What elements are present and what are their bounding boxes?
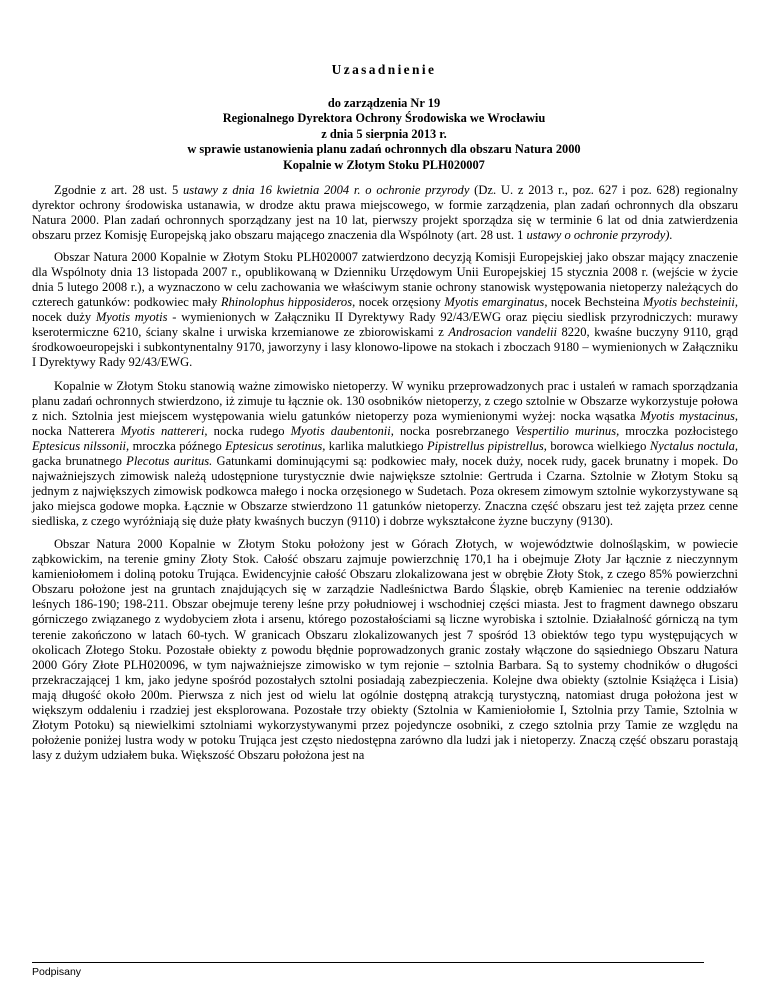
italic-run: Myotis mystacinus, [640, 408, 738, 423]
text-run: mroczka pozłocistego [619, 423, 738, 438]
text-run: , nocek Bechsteina [544, 294, 643, 309]
text-run: nocka Natterera [32, 423, 121, 438]
italic-run: Myotis myotis [95, 309, 168, 324]
subtitle-line: Regionalnego Dyrektora Ochrony Środowiska we Wrocławiu [222, 111, 546, 126]
text-run: karlika malutkiego [325, 438, 427, 453]
body-paragraph [32, 379, 738, 529]
subtitle-line: Kopalnie w Złotym Stoku PLH020007 [283, 157, 485, 172]
italic-run: Eptesicus serotinus, [225, 438, 326, 453]
document-body [32, 183, 738, 771]
body-paragraph [32, 537, 738, 763]
document-subtitle [0, 96, 768, 173]
text-run: , nocek orzęsiony [352, 294, 445, 309]
body-paragraph [32, 183, 738, 243]
text-run: nocka posrebrzanego [393, 423, 516, 438]
text-run: Obszar Natura 2000 Kopalnie w Złotym Stoku PLH020007 zatwierdzono decyzją Komisji Europejskiej jako obszar mający znaczenie dla Wspólnoty dnia 13 listopada 2007 r., opublikowaną w Dzienniku Urzędowym Unii Europejskiej 15 stycznia 2008 r. (wejście w życie dnia 5 lutego 2008 r.), a wyznaczono w celu zachowania we właściwym stanie ochrony stanowisk występowania nietoperzy należących do czterech gatunków: podkowiec mały [32, 249, 738, 309]
text-run: Gatunkami dominującymi są: podkowiec mały, nocek duży, nocek rudy, gacek brunatny i mopek. Do najważniejszych zimowisk należą udostępnione turystycznie dwie największe sztolnie: Gertruda i Czarna. Sztolnie w Złotym Stoku są jednym z największych zimowisk podkowca małego i nocka orzęsionego w Sudetach. Poza okresem zimowym sztolnie wykorzystywane są jako miejsca godowe mopka. Łącznie w Obszarze stwierdzono 11 gatunków nietoperzy. Znaczna część obszaru jest też zajęta przez cenne siedliska, z czego wyróżniają się duże płaty kwaśnych buczyn (9110) i dobrze wykształcone żyzne buczyny (9130). [32, 453, 738, 529]
text-run: borowca wielkiego [546, 438, 650, 453]
italic-run: Myotis daubentonii, [290, 423, 394, 438]
footer-divider [32, 962, 704, 963]
text-run: , nocek duży [32, 294, 739, 324]
italic-run: ustawy o ochronie przyrody). [526, 228, 673, 243]
italic-run: Myotis bechsteinii [642, 294, 735, 309]
italic-run: Vespertilio murinus, [515, 423, 620, 438]
italic-run: ustawy z dnia 16 kwietnia 2004 r. o ochronie przyrody [183, 183, 470, 197]
text-run: Kopalnie w Złotym Stoku stanowią ważne zimowisko nietoperzy. W wyniku przeprowadzonych prac i ustaleń w ramach sporządzania planu zadań ochronnych stwierdzono, iż zimuje tu łącznie ok. 130 osobników nietoperzy, z czego sztolnie w Obszarze wykorzystuje połowa z nich. Sztolnia jest miejscem występowania wielu gatunków nietoperzy poza wymienionymi wyżej: nocka wąsatka [32, 378, 738, 423]
italic-run: Myotis emarginatus [444, 294, 545, 309]
footer-signed-label: Podpisany [32, 966, 82, 978]
italic-run: Nyctalus noctula, [649, 438, 738, 453]
subtitle-line: w sprawie ustanowienia planu zadań ochronnych dla obszaru Natura 2000 [187, 142, 581, 157]
text-run: gacka brunatnego [32, 453, 127, 468]
text-run: nocka rudego [207, 423, 291, 438]
text-run: - wymienionych w Załączniku II Dyrektywy Rady 92/43/EWG oraz pięciu siedlisk przyrodniczych: murawy kserotermiczne 6210, ściany skalne i urwiska krzemianowe ze zbiorowiskami z [32, 309, 739, 340]
text-run: Obszar Natura 2000 Kopalnie w Złotym Stoku położony jest w Górach Złotych, w województwie dolnośląskim, w powiecie ząbkowickim, na terenie gminy Złoty Stok. Całość obszaru zajmuje powierzchnię 170,1 ha i obejmuje Złoty Jar łącznie z nieczynnym kamieniołomem i doliną potoku Trująca. Ewidencyjnie całość Obszaru zlokalizowana jest w obrębie Złoty Stok, z czego 85% powierzchni Obszaru położone jest na gruntach znajdujących się w zarządzie Nadleśnictwa Bardo Śląskie, obręb Kamieniec na terenie oddziałów leśnych 186-190; 198-211. Obszar obejmuje tereny leśne przy południowej i wschodniej części miasta. Jest to fragment dawnego obszaru górniczego związanego z wydobyciem złota i arsenu, którego pozostałościami są liczne wyrobiska i sztolnie. Działalność górniczą na tym terenie zakończono w latach 60-tych. W granicach Obszaru zlokalizowanych jest 7 spośród 13 obiektów tego typu występujących w okolicach Złotego Stoku. Pozostałe obiekty z powodu błędnie poprowadzonych granic zostały włączone do sąsiedniego Obszaru Natura 2000 Góry Złote PLH020096, w tym najważniejsze zimowisko w tym rejonie – sztolnia Barbara. Są to systemy chodników o długości przekraczającej 1 km, jako jedyne spośród pozostałych sztolni posiadają zabezpieczenia. Kolejne dwa obiekty (sztolnie Książęca i Lisia) mają długość około 200m. Pierwsza z nich jest od wielu lat ogólnie dostępną atrakcją turystyczną, natomiast druga położona jest w większym oddaleniu i rzadziej jest eksplorowana. Pozostałe trzy obiekty (Sztolnia w Kamieniołomie I, Sztolnia przy Tamie, Sztolnia w Złotym Potoku) są niewielkimi sztolniami wykorzystywanymi przez pojedyncze osobniki, z czego sztolnia przy Tamie ze względu na położenie poniżej lustra wody w potoku Trująca jest często niedostępna zarówno dla ludzi jak i nietoperzy. Znaczą część obszaru porastają lasy z dużym udziałem buka. Większość Obszaru położona jest na [32, 537, 738, 762]
italic-run: Androsacion vandelii [448, 325, 557, 340]
italic-run: Eptesicus nilssonii, [32, 438, 130, 453]
text-run: mroczka późnego [129, 438, 226, 453]
document-title: Uzasadnienie [331, 62, 437, 77]
body-paragraph [32, 250, 738, 370]
text-run: (Dz. U. z 2013 r., poz. 627 i poz. 628) regionalny dyrektor ochrony środowiska ustanawia, w drodze aktu prawa miejscowego, w formie zarządzenia, plan zadań ochronnych dla obszaru Natura 2000. Plan zadań ochronnych sporządzany jest na 10 lat, pierwszy projekt sporządza się w terminie 6 lat od dnia zatwierdzenia obszaru przez Komisję Europejską jako obszaru mającego znaczenia dla Wspólnoty (art. 28 ust. 1 [32, 183, 738, 243]
subtitle-line: do zarządzenia Nr 19 [327, 96, 441, 110]
italic-run: Rhinolophus hipposideros [220, 294, 353, 309]
subtitle-line: z dnia 5 sierpnia 2013 r. [321, 126, 447, 141]
italic-run: Myotis nattereri, [120, 423, 208, 438]
text-run: 8220, kwaśne buczyny 9110, grąd środkowoeuropejski i subkontynentalny 9170, jaworzyny i lasy klonowo-lipowe na stokach i zboczach 9180 – wymienionych w Załączniku I Dyrektywy Rady 92/43/EWG. [32, 325, 738, 370]
italic-run: Plecotus auritus. [126, 453, 213, 468]
text-run: Zgodnie z art. 28 ust. 5 [54, 183, 184, 197]
italic-run: Pipistrellus pipistrellus, [426, 438, 547, 453]
